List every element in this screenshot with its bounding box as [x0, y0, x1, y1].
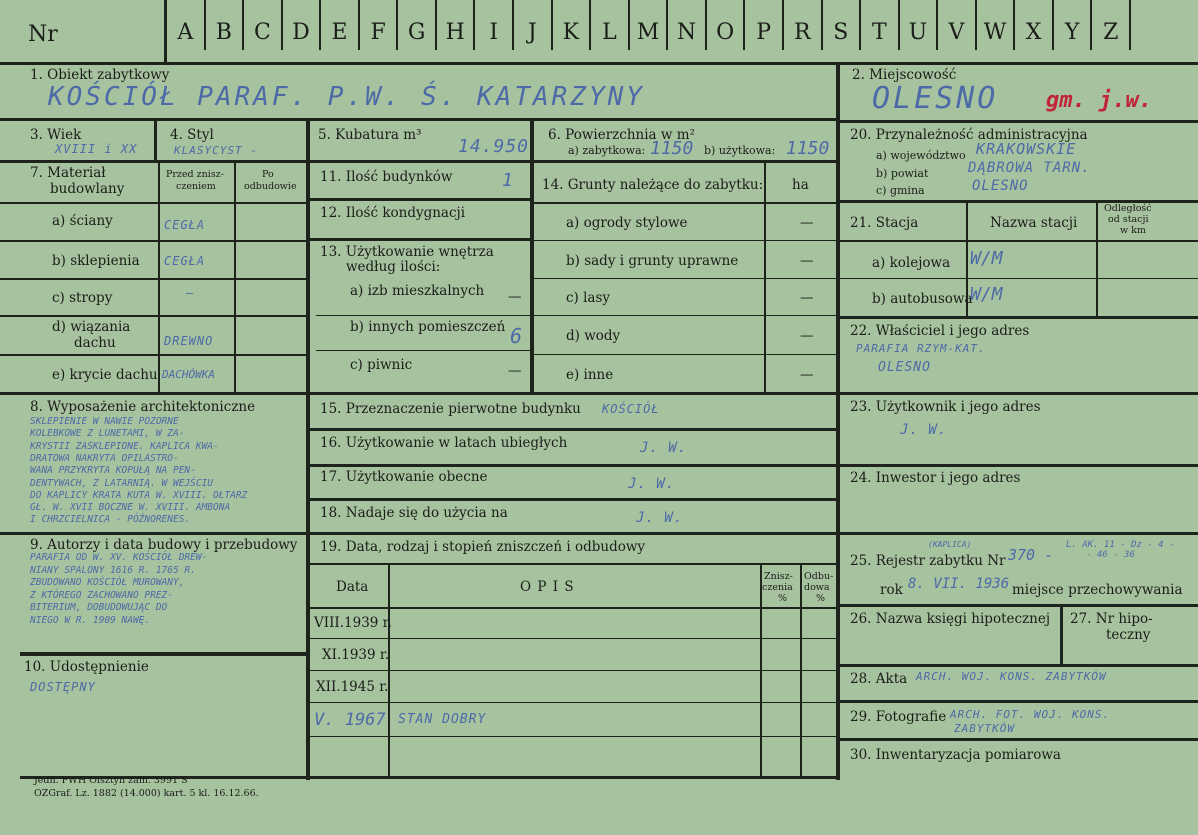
row1-divider-right [840, 120, 1198, 123]
f7-line-1 [0, 240, 306, 242]
letter-r: R [793, 20, 811, 45]
f25-rok-label: rok [880, 582, 903, 598]
field-25-label: 25. Rejestr zabytku Nr [850, 553, 1006, 569]
f25-bottom [840, 604, 1198, 607]
field-24-label: 24. Inwestor i jego adres [850, 470, 1021, 486]
f13-line-2 [316, 350, 530, 351]
field-14-label: 14. Grunty należące do zabytku: [542, 177, 764, 193]
field-15-value: KOŚCIÓŁ [602, 402, 660, 416]
f19-col-rebuild-2: dowa [804, 582, 830, 593]
f21-col-dist-3: w km [1120, 225, 1146, 236]
f21-col-line-2 [1096, 203, 1098, 317]
f8-line: SKLEPIENIE W NAWIE POZORNE [30, 416, 179, 427]
f25-place-label: miejsce przechowywania [1012, 582, 1183, 598]
f26-bottom [840, 664, 1198, 667]
field-6-label: 6. Powierzchnia w m² [548, 127, 695, 143]
field-18-label: 18. Nadaje się do użycia na [320, 505, 508, 521]
letter-n: N [676, 20, 697, 45]
f8-line: GŁ. W. XVII BOCZNE W. XVIII. AMBONA [30, 502, 231, 514]
f14-row-waters: d) wody [566, 328, 621, 344]
f7-col-after: Po [262, 169, 274, 180]
f29-bottom [840, 738, 1198, 741]
field-2-note: gm. j.w. [1046, 88, 1152, 113]
f25-nr-value: 370 - [1008, 546, 1054, 564]
letter-j: J [527, 20, 537, 45]
f25-note: (KAPLICA) [928, 540, 972, 549]
field-8-label: 8. Wyposażenie architektoniczne [30, 399, 256, 415]
letter-z: Z [1103, 20, 1119, 45]
letter-l: L [602, 20, 617, 45]
field-7-label: 7. Materiał [30, 165, 106, 181]
f20-b-value: DĄBROWA TARN. [968, 160, 1091, 176]
f25-rok-value: 8. VII. 1936 [908, 576, 1010, 592]
f11-line [310, 198, 530, 201]
f7-col-after-2: odbudowie [244, 181, 297, 192]
f14-head-line [534, 202, 836, 204]
f19-row-2-date: XI.1939 r. [322, 647, 390, 663]
f21-col-dist-2: od stacji [1108, 214, 1149, 225]
f19-col-destr-2: czenia [762, 582, 793, 593]
field-16-value: J. W. [640, 440, 688, 456]
f20-c-value: OLESNO [972, 178, 1029, 194]
letter-w: W [983, 20, 1007, 45]
f21-a-value: W/M [970, 248, 1003, 269]
f25-nr-extra: L. AK. 11 - Dz - 4 - [1066, 540, 1175, 550]
field-6b-value: 1150 [786, 138, 830, 159]
field-17-value: J. W. [628, 476, 676, 492]
letter-c: C [253, 20, 271, 45]
f29-value-1: ARCH. FOT. WOJ. KONS. [950, 708, 1111, 721]
divider-3-4 [154, 120, 157, 162]
f7-roof-truss-value: DREWNO [164, 334, 214, 348]
field-13-label-2: według ilości: [346, 259, 441, 275]
f8-line: KOLEBKOWE Z LUNETAMI, W ZA- [30, 428, 185, 440]
f20-a-label: a) województwo [876, 149, 966, 162]
f21-bottom [840, 316, 1198, 319]
letter-u: U [908, 20, 928, 45]
f18-line [310, 532, 836, 535]
field-15-label: 15. Przeznaczenie pierwotne budynku [320, 401, 581, 417]
field-2-label: 2. Miejscowość [852, 67, 957, 83]
f19-col-rebuild: Odbu- [804, 571, 834, 582]
f22-line-2: OLESNO [878, 360, 931, 375]
f19-line-2 [310, 670, 836, 671]
f19-row-4-desc: STAN DOBRY [398, 712, 487, 727]
f14-row-gardens: a) ogrody stylowe [566, 215, 688, 231]
row1-divider [0, 118, 836, 121]
letter-m: M [636, 20, 660, 45]
field-12-label: 12. Ilość kondygnacji [320, 205, 466, 221]
letter-b: B [215, 20, 232, 45]
f19-col-line-3 [800, 565, 802, 777]
f14-row-forests: c) lasy [566, 290, 611, 306]
f9-line: BITERIUM, DOBUDOWUJĄC DO [30, 602, 168, 613]
field-22-label: 22. Właściciel i jego adres [850, 323, 1030, 339]
field-10-value: DOSTĘPNY [30, 680, 96, 694]
letter-h: H [445, 20, 465, 45]
f17-line [310, 498, 836, 501]
f14-row-orchards: b) sady i grunty uprawne [566, 253, 739, 269]
field-5-value: 14.950 [458, 136, 530, 157]
f7-walls-value: CEGŁA [164, 218, 206, 232]
letter-s: S [833, 20, 849, 45]
footer-print-line-1: Jedn. PWH Olsztyn zam. 3991 S [34, 775, 188, 786]
f19-line-3 [310, 702, 836, 703]
f7-row-vaults: b) sklepienia [52, 253, 140, 269]
f7-line-4 [0, 354, 306, 356]
f7-row-roof-truss-2: dachu [74, 335, 116, 351]
f19-col-line-1 [388, 565, 390, 777]
field-6a-label: a) zabytkowa: [568, 144, 646, 157]
f14-other-value: — [800, 367, 814, 383]
f9-line: ZBUDOWANO KOŚCIÓŁ MUROWANY, [30, 577, 185, 588]
field-28-label: 28. Akta [850, 671, 908, 687]
f7-vaults-value: CEGŁA [164, 254, 206, 268]
row7-bottom [0, 392, 836, 395]
field-21-label: 21. Stacja [850, 215, 919, 231]
f7-roofing-value: DACHÓWKA [162, 368, 215, 381]
f9-line: Z KTÓREGO ZACHOWANO PREZ- [30, 589, 173, 601]
f7-row-roofing: e) krycie dachu [52, 367, 158, 383]
f8-line: KRYSTII ZASKLEPIONE. KAPLICA KWA- [30, 440, 219, 452]
letter-v: V [948, 20, 965, 45]
f22-bottom [840, 392, 1198, 395]
f21-col-dist: Odległość [1104, 203, 1152, 214]
f19-row-3-date: XII.1945 r. [316, 679, 389, 695]
f20-c-label: c) gmina [876, 184, 925, 197]
f20-a-value: KRAKOWSKIE [976, 140, 1077, 158]
f21-col-name: Nazwa stacji [990, 215, 1078, 231]
f19-row-4-date: V. 1967 [314, 710, 386, 730]
field-2-value: OLESNO [872, 81, 999, 116]
f14-orchards-value: — [800, 253, 814, 269]
f13-rooms-value: — [508, 289, 522, 305]
row2-divider [0, 160, 836, 163]
field-6b-label: b) użytkowa: [704, 144, 776, 157]
f8-bottom [0, 532, 306, 535]
header-divider [0, 62, 1198, 65]
f21-b-value: W/M [970, 284, 1003, 305]
field-30-label: 30. Inwentaryzacja pomiarowa [850, 747, 1061, 763]
f14-line-4 [534, 354, 836, 355]
letter-o: O [716, 20, 735, 45]
f13-row-other: b) innych pomieszczeń [350, 319, 506, 335]
f21-a-label: a) kolejowa [872, 255, 951, 271]
f13-row-cellars: c) piwnic [350, 357, 413, 373]
f8-line: WANA PRZYKRYTA KOPUŁĄ NA PEN- [30, 465, 196, 477]
f14-line-2 [534, 278, 836, 279]
f25-nr-extra-2: - 46 - 36 [1086, 550, 1135, 560]
f14-line-1 [534, 240, 836, 241]
field-23-label: 23. Użytkownik i jego adres [850, 399, 1041, 415]
f9-line: PARAFIA OD W. XV. KOŚCIÓŁ DREW- [30, 552, 208, 563]
letter-t: T [872, 20, 887, 45]
field-27-label-2: teczny [1106, 627, 1151, 643]
header-divider-v [164, 0, 167, 62]
field-1-label: 1. Obiekt zabytkowy [30, 67, 170, 83]
f7-row-walls: a) ściany [52, 213, 113, 229]
f7-col-before: Przed znisz- [166, 169, 224, 180]
right-column-border [836, 62, 840, 780]
f8-line: I CHRZCIELNICA - PÓŹNORENES. [30, 514, 191, 526]
f20-b-label: b) powiat [876, 167, 929, 180]
f15-line [310, 428, 836, 431]
field-11-label: 11. Ilość budynków [320, 169, 453, 185]
f14-gardens-value: — [800, 215, 814, 231]
field-11-value: 1 [502, 170, 514, 191]
letter-i: I [489, 20, 499, 45]
letter-e: E [331, 20, 348, 45]
f8-line: DRATOWA NAKRYTA OPILASTRO- [30, 452, 179, 464]
f19-col-destr: Znisz- [764, 571, 793, 582]
f12-line [310, 238, 530, 241]
letter-separator [1129, 0, 1131, 50]
f14-row-other: e) inne [566, 367, 614, 383]
letter-d: D [292, 20, 310, 45]
field-6a-value: 1150 [650, 138, 694, 159]
f7-row-ceilings: c) stropy [52, 290, 113, 306]
f24-bottom [840, 532, 1198, 535]
f29-value-2: ZABYTKÓW [954, 722, 1015, 735]
f13-row-rooms: a) izb mieszkalnych [350, 283, 485, 299]
letter-p: P [756, 20, 772, 45]
field-20-label: 20. Przynależność administracyjna [850, 127, 1088, 143]
field-27-label: 27. Nr hipo- [1070, 611, 1153, 627]
f19-row-1-date: VIII.1939 r. [314, 615, 392, 631]
field-1-value: KOŚCIÓŁ PARAF. P.W. Ś. KATARZYNY [48, 82, 645, 112]
f13-other-value: 6 [510, 324, 524, 348]
f7-line-2 [0, 278, 306, 280]
f22-line-1: PARAFIA RZYM-KAT. [856, 342, 986, 355]
f28-bottom [840, 700, 1198, 703]
field-28-value: ARCH. WOJ. KONS. ZABYTKÓW [916, 670, 1107, 683]
f14-forests-value: — [800, 290, 814, 306]
f23-bottom [840, 464, 1198, 467]
f9-line: NIEGO W R. 1909 NAWĘ. [30, 614, 151, 626]
f13-line-1 [316, 315, 530, 316]
field-23-value: J. W. [900, 422, 948, 438]
f14-line-3 [534, 315, 836, 316]
f9-bottom [20, 652, 306, 656]
letter-y: Y [1064, 20, 1080, 45]
field-7-label-2: budowlany [50, 181, 125, 197]
f9-line: NIANY SPALONY 1616 R. 1765 R. [30, 564, 196, 576]
f8-line: DENTYWACH, Z LATARNIĄ. W WEJŚCIU [30, 477, 214, 489]
field-17-label: 17. Użytkowanie obecne [320, 469, 488, 485]
field-16-label: 16. Użytkowanie w latach ubiegłych [320, 435, 568, 451]
f7-head-line [0, 202, 306, 204]
f13-cellars-value: — [508, 363, 522, 379]
field-4-label: 4. Styl [170, 127, 214, 143]
f19-col-date: Data [336, 579, 369, 595]
letter-x: X [1025, 20, 1042, 45]
field-18-value: J. W. [636, 510, 684, 526]
f19-head-bottom [310, 607, 836, 609]
f19-col-line-2 [760, 565, 762, 777]
f19-line-1 [310, 638, 836, 639]
f19-col-destr-3: % [778, 593, 788, 604]
f7-line-3 [0, 315, 306, 317]
field-3-value: XVIII i XX [55, 142, 138, 156]
letter-k: K [562, 20, 580, 45]
field-26-label: 26. Nazwa księgi hipotecznej [850, 611, 1051, 627]
field-5-label: 5. Kubatura m³ [318, 127, 422, 143]
footer-print-line-2: OZGraf. Lz. 1882 (14.000) kart. 5 kl. 16.12.66. [34, 788, 259, 799]
f16-line [310, 464, 836, 467]
f21-head-line [840, 240, 1198, 242]
f14-waters-value: — [800, 328, 814, 344]
f7-ceilings-value: — [186, 286, 195, 300]
field-13-label: 13. Użytkowanie wnętrza [320, 244, 494, 260]
letter-a: A [177, 20, 194, 45]
field-10-label: 10. Udostępnienie [24, 659, 149, 675]
field-14-unit: ha [792, 177, 809, 193]
field-3-label: 3. Wiek [30, 127, 82, 143]
field-4-value: KLASYCYST - [174, 144, 258, 157]
f21-line-1 [840, 278, 1198, 279]
letter-f: F [370, 20, 386, 45]
letter-g: G [407, 20, 426, 45]
f7-row-roof-truss: d) wiązania [52, 319, 131, 335]
field-19-label: 19. Data, rodzaj i stopień zniszczeń i odbudowy [320, 539, 646, 555]
f7-col-before-2: czeniem [176, 181, 216, 192]
field-29-label: 29. Fotografie [850, 709, 947, 725]
left-column-border [306, 120, 310, 780]
f19-col-desc: O P I S [520, 579, 575, 595]
nr-label: Nr [28, 22, 58, 47]
f8-line: DO KAPLICY KRATA KUTA W. XVIII. OŁTARZ [30, 489, 248, 501]
field-9-label: 9. Autorzy i data budowy i przebudowy [30, 537, 298, 553]
f19-col-rebuild-3: % [816, 593, 826, 604]
f19-line-4 [310, 736, 836, 737]
f26-27-divider [1060, 606, 1063, 666]
f21-b-label: b) autobusowa [872, 291, 973, 307]
